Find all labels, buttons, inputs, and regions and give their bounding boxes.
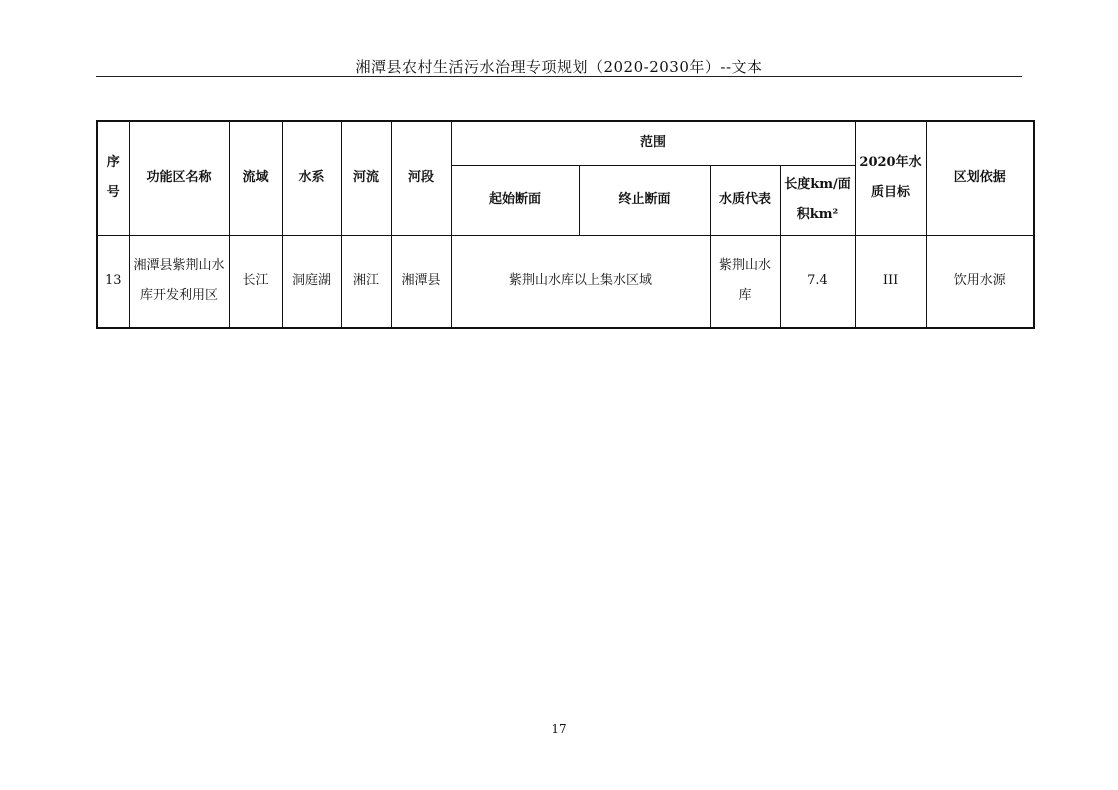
table-row [97, 235, 1034, 328]
document-header-title: 湘潭县农村生活污水治理专项规划（2020-2030年）--文本 [355, 58, 763, 76]
header-end-section: 终止断面 [579, 165, 710, 235]
cell-range-description: 紫荆山水库以上集水区域 [451, 235, 710, 328]
cell-reach: 湘潭县 [391, 235, 451, 328]
table-header-row [97, 121, 1034, 165]
header-length-area: 长度km/面积km² [780, 165, 855, 235]
header-reach: 河段 [391, 121, 451, 235]
cell-seq: 13 [97, 235, 129, 328]
header-basis: 区划依据 [926, 121, 1034, 235]
cell-water-system: 洞庭湖 [282, 235, 341, 328]
header-water-system: 水系 [282, 121, 341, 235]
cell-zone-name: 湘潭县紫荆山水库开发利用区 [129, 235, 229, 328]
header-representative: 水质代表 [710, 165, 780, 235]
header-seq: 序号 [97, 121, 129, 235]
header-start-section: 起始断面 [451, 165, 579, 235]
header-target: 2020年水质目标 [855, 121, 926, 235]
cell-length-area: 7.4 [780, 235, 855, 328]
water-function-zone-table [96, 120, 1035, 329]
header-rule [96, 76, 1022, 77]
header-basin: 流域 [229, 121, 282, 235]
cell-target: III [855, 235, 926, 328]
cell-basis: 饮用水源 [926, 235, 1034, 328]
cell-representative: 紫荆山水库 [710, 235, 780, 328]
header-range: 范围 [451, 121, 855, 165]
cell-river: 湘江 [341, 235, 391, 328]
header-zone-name: 功能区名称 [129, 121, 229, 235]
header-river: 河流 [341, 121, 391, 235]
cell-basin: 长江 [229, 235, 282, 328]
page-number: 17 [551, 722, 567, 736]
